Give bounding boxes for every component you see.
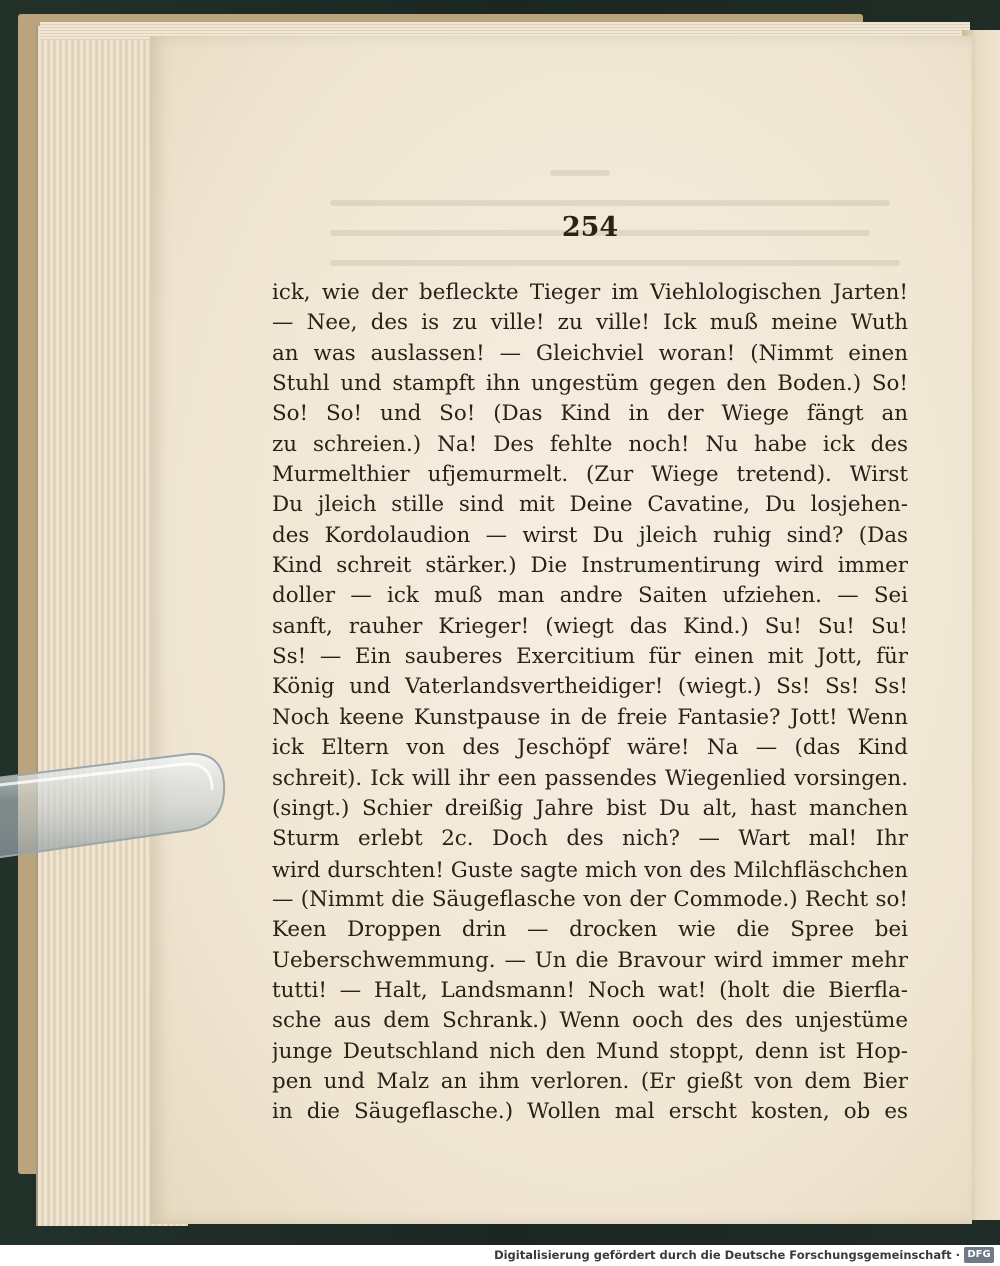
text-line: (singt.) Schier dreißig Jahre bist Du alt, hast manchen (272, 795, 908, 821)
dfg-logo: DFG (964, 1247, 994, 1263)
text-line: Ss! — Ein sauberes Exercitium für einen mit Jott, für (272, 644, 908, 670)
text-line: Noch keene Kunstpause in de freie Fantasie? Jott! Wenn (272, 704, 908, 730)
text-line: Stuhl und stampft ihn ungestüm gegen den Boden.) So! (272, 371, 908, 397)
footer-bar (0, 1245, 1000, 1266)
text-line: an was auslassen! — Gleichviel woran! (Nimmt einen (272, 340, 908, 366)
text-line: ick Eltern von des Jeschöpf wäre! Na — (das Kind (272, 735, 908, 761)
text-line: ick, wie der befleckte Tieger im Viehlologischen Jarten! (272, 280, 908, 305)
text-line: — Nee, des is zu ville! zu ville! Ick muß meine Wuth (272, 310, 908, 336)
text-line: Kind schreit stärker.) Die Instrumentirung wird immer (272, 553, 908, 579)
text-line: in die Säugeflasche.) Wollen mal erscht kosten, ob es (272, 1099, 908, 1125)
text-line: junge Deutschland nich den Mund stoppt, denn ist Hop- (272, 1038, 908, 1064)
text-line: Sturm erlebt 2c. Doch des nich? — Wart mal! Ihr (272, 826, 908, 852)
text-line: Ueberschwemmung. — Un die Bravour wird immer mehr (272, 947, 908, 973)
text-line: tutti! — Halt, Landsmann! Noch wat! (holt die Bierfla- (272, 977, 908, 1003)
text-line: wird durschten! Guste sagte mich von des Milchfläschchen (272, 856, 908, 882)
text-line: So! So! und So! (Das Kind in der Wiege fängt an (272, 401, 908, 427)
glass-clamp (0, 752, 230, 862)
text-line: des Kordolaudion — wirst Du jleich ruhig sind? (Das (272, 522, 908, 548)
text-line: pen und Malz an ihm verloren. (Er gießt von dem Bier (272, 1068, 908, 1094)
text-line: doller — ick muß man andre Saiten ufziehen. — Sei (272, 583, 908, 609)
text-line: sanft, rauher Krieger! (wiegt das Kind.) Su! Su! Su! (272, 613, 908, 639)
text-line: — (Nimmt die Säugeflasche von der Commode.) Recht so! (272, 886, 908, 912)
body-text (272, 278, 908, 1128)
text-line: Du jleich stille sind mit Deine Cavatine, Du losjehen- (272, 492, 908, 518)
text-line: Murmelthier ufjemurmelt. (Zur Wiege tretend). Wirst (272, 462, 908, 488)
text-line: zu schreien.) Na! Des fehlte noch! Nu habe ick des (272, 431, 908, 457)
page-number: 254 (561, 212, 619, 243)
text-line: König und Vaterlandsvertheidiger! (wiegt.) Ss! Ss! Ss! (272, 674, 908, 700)
text-line: Keen Droppen drin — drocken wie die Spree bei (272, 917, 908, 943)
text-line: sche aus dem Schrank.) Wenn ooch des des unjestüme (272, 1008, 908, 1034)
text-line: schreit). Ick will ihr een passendes Wiegenlied vorsingen. (272, 765, 908, 791)
funding-notice: Digitalisierung gefördert durch die Deutsche Forschungsgemeinschaft · (494, 1248, 960, 1262)
